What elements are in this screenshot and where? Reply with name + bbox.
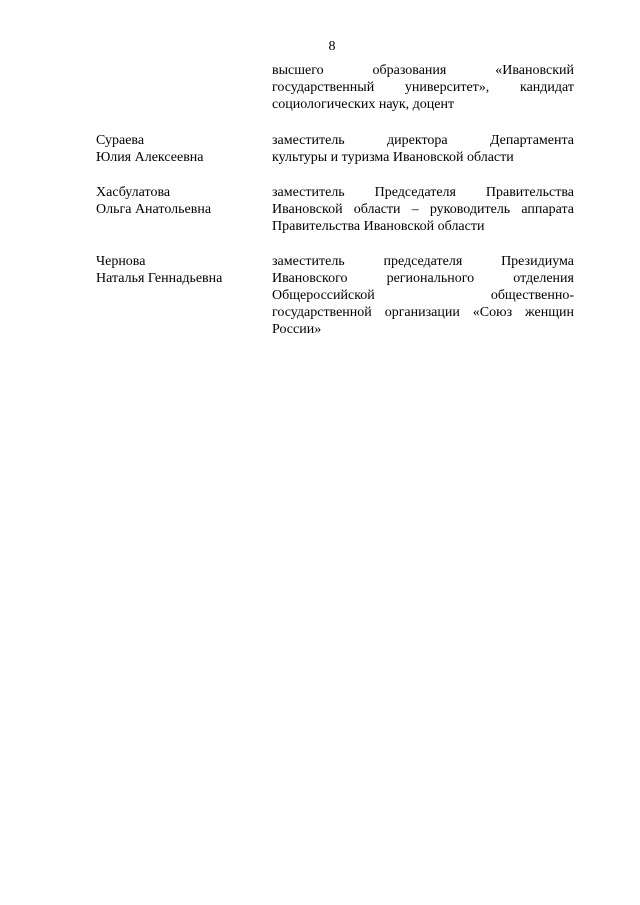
text-line [272,218,574,235]
word: Председателя [374,185,456,200]
text-line [272,96,574,113]
text-line [272,184,574,201]
member-name [96,253,266,287]
member-surname: Хасбулатова [96,185,171,200]
member-name [96,184,266,218]
word: аппарата [521,202,574,217]
text-line [272,270,574,287]
word: Президиума [501,254,574,269]
text-line [272,149,574,166]
word: «Союз [472,305,513,320]
member-given-names: Наталья Геннадьевна [96,271,223,286]
word: России» [272,322,322,337]
text-line [272,304,574,321]
text-line [272,287,574,304]
text-line [272,321,574,338]
member-given-names: Ольга Анатольевна [96,202,212,217]
word: заместитель [272,133,345,148]
text-line [272,253,574,270]
word: женщин [525,305,574,320]
word: области [353,202,401,217]
text-line [272,201,574,218]
word: общественно- [490,288,574,303]
member-position [272,132,574,166]
member-surname: Чернова [96,254,146,269]
word: кандидат [519,80,574,95]
word: университет», [404,80,490,95]
word: социологических наук, доцент [272,97,455,112]
member-position [272,184,574,235]
member-given-names: Юлия Алексеевна [96,150,204,165]
word: организации [384,305,460,320]
text-line [272,79,574,96]
word: Ивановской [272,202,343,217]
page-number: 8 [328,39,336,54]
word: заместитель [272,254,345,269]
word: Общероссийской [272,288,375,303]
word: отделения [513,271,574,286]
word: Правительства [485,185,574,200]
member-name [96,132,266,166]
continued-position-text [272,62,574,113]
word: руководитель [429,202,511,217]
word: государственной [272,305,372,320]
word: заместитель [272,185,345,200]
word: Ивановского [272,271,348,286]
text-line [272,132,574,149]
word: государственный [272,80,375,95]
word: председателя [383,254,463,269]
word: – [411,202,419,217]
word: высшего [272,63,324,78]
word: образования [372,63,447,78]
word: регионального [386,271,475,286]
member-position [272,253,574,338]
word: Правительства Ивановской области [272,219,485,234]
word: Департамента [489,133,574,148]
word: директора [387,133,448,148]
word: культуры и туризма Ивановской области [272,150,514,165]
word: «Ивановский [495,63,574,78]
member-surname: Сураева [96,133,145,148]
text-line [272,62,574,79]
